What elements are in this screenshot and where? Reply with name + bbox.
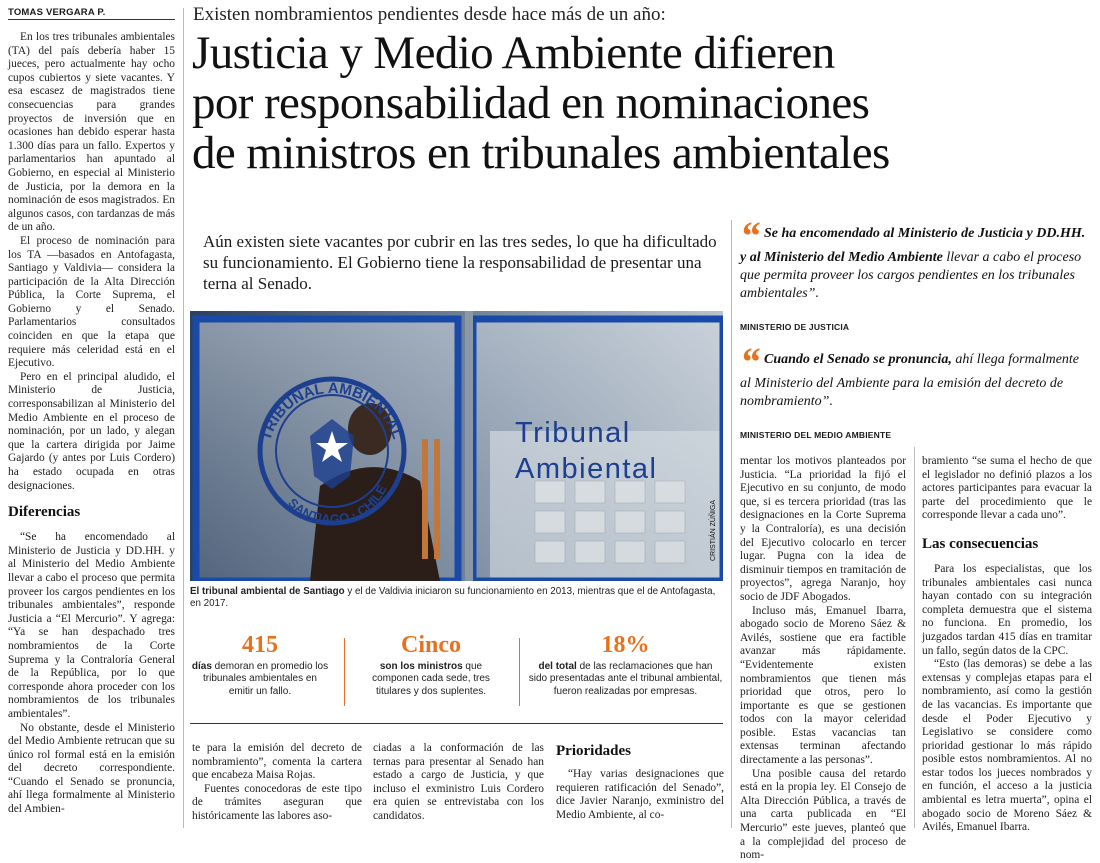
- column-6: [922, 455, 1092, 835]
- headline-line: por responsabilidad en nominaciones: [192, 77, 870, 129]
- svg-text:TRIBUNAL AMBIENTAL: [258, 380, 407, 442]
- stats-bottom-rule: [190, 723, 723, 724]
- col1-paragraph: En los tres tribunales ambientales (TA) del país debería haber 15 jueces, pero actualmente hay ocho cupos cubiertos y siete vacantes. Y esa escasez de magistrados tiene consecuencias para grandes proyectos de inversión que en ocasiones han debido esperar hasta 1.300 días para un fallo. Expertos y parlamentarios han apuntado al Gobierno, en especial al Ministerio de Justicia, por la demora en la nominación de esos magistrados. En algunos casos, con tardanzas de más de un año.: [8, 31, 175, 234]
- headline-line: Justicia y Medio Ambiente difieren: [192, 27, 835, 79]
- pull-quote: [740, 213, 1092, 303]
- col3-paragraph: ciadas a la conformación de las ternas para presentar al Senado han estado a cargo de Justicia, y que incluso el exministro Luis Cordero era quien se entrevistaba con los candidatos.: [373, 742, 544, 822]
- col2-paragraph: te para la emisión del decreto de nombramiento”, comenta la cartera que encabeza Maisa Rojas.: [192, 742, 362, 782]
- stat-box: [190, 632, 330, 698]
- col2-paragraph: Fuentes conocedoras de este tipo de trámites aseguran que históricamente las labores aso-: [192, 782, 362, 822]
- kicker: Existen nombramientos pendientes desde hace más de un año:: [193, 4, 666, 25]
- col5-paragraph: mentar los motivos planteados por Justicia. “La prioridad la fijó el Ejecutivo en su conjunto, de modo que, si es tercera prioridad (tras las designaciones en la Corte Suprema y la Contraloría), es una decisión del Ejecutivo colocarlo en tercer lugar. Pugna con la idea de disminuir tiempos en tramitación de proyectos”, agrega Naranjo, hoy socio de JDF Abogados.: [740, 455, 906, 603]
- column-2: [192, 742, 362, 824]
- column-divider: [183, 8, 184, 828]
- column-divider: [914, 447, 915, 828]
- stat-text-rest: de las reclamaciones que han sido presentadas ante el tribunal ambiental, fueron realizadas por empresas.: [528, 661, 723, 697]
- quote-mark-icon: “: [740, 339, 760, 384]
- pull-quote: [740, 339, 1092, 411]
- column-1: [8, 31, 175, 817]
- col6-paragraph: Para los especialistas, que los tribunales ambientales casi nunca hayan contado con su integración completa demuestra que el sistema no funciona. En promedio, los juzgados tardan 415 días en tramitar un fallo, según datos de la CPC.: [922, 562, 1092, 657]
- quote-bold: Cuando el Senado se pronuncia,: [764, 352, 952, 367]
- quote-bold: Se ha encomendado al Ministerio de Justicia y DD.HH. y al Ministerio del Medio Ambiente: [740, 226, 1086, 265]
- stat-number: 415: [242, 632, 278, 658]
- caption-bold: El tribunal ambiental de Santiago: [190, 586, 345, 597]
- col5-paragraph: Una posible causa del retardo está en la propia ley. El Consejo de Alta Dirección Pública, a través de una carta publicada en “El Mercurio” este jueves, planteó que a la complejidad del proceso de nom-: [740, 767, 906, 862]
- column-3: [373, 742, 544, 824]
- stats-row: [190, 632, 723, 717]
- quote-source: MINISTERIO DEL MEDIO AMBIENTE: [740, 430, 892, 440]
- stat-text-rest: demoran en promedio los tribunales ambientales en emitir un fallo.: [203, 661, 329, 697]
- stat-text: [356, 661, 506, 698]
- col4-paragraph: “Hay varias designaciones que requieren ratificación del Senado”, dice Javier Naranjo, exministro del Medio Ambiente, al co-: [556, 768, 724, 821]
- stat-text: [190, 661, 330, 698]
- stat-text: [528, 661, 723, 698]
- photo-caption: [190, 586, 723, 610]
- stat-text-bold: del total: [538, 661, 577, 672]
- col6-paragraph: bramiento “se suma el hecho de que el legislador no definió plazos a los actores participantes para evacuar la parte del procedimiento que le corresponde llevar a cada uno”.: [922, 455, 1092, 522]
- col1-paragraph: “Se ha encomendado al Ministerio de Justicia y DD.HH. y al Ministerio del Medio Ambiente llevar a cabo el proceso que permita proveer los cargos pendientes en los tribunales ambientales”, responde Justicia a “El Mercurio”. Y agrega: “Ya se han despachado tres nombramientos de la Corte Suprema y la Contraloría General de la República, por lo que corresponde ahora proceder con los nombramientos de los tribunales ambientales”.: [8, 531, 175, 720]
- stat-text-bold: días: [191, 661, 212, 672]
- stat-box: [356, 632, 506, 698]
- stat-number: 18%: [601, 632, 650, 658]
- quote-source: MINISTERIO DE JUSTICIA: [740, 322, 850, 332]
- byline-rule: [8, 19, 175, 20]
- quote-mark-icon: “: [740, 213, 760, 258]
- col1-paragraph: No obstante, desde el Ministerio del Medio Ambiente retrucan que su único rol formal está en la emisión del decreto correspondiente. “Cuando el Senado se pronuncia, ahí llega formalmente al Ministerio del Ambien-: [8, 721, 175, 816]
- column-divider: [731, 220, 732, 828]
- quote-text: llevar a cabo el proceso que permita proveer los cargos pendientes en los tribunales ambientales”.: [740, 250, 1082, 301]
- seal-bottom-text: SANTIAGO · CHILE: [285, 482, 390, 527]
- photo: [190, 311, 723, 581]
- svg-text:SANTIAGO · CHILE: [285, 482, 390, 527]
- seal-top-text: TRIBUNAL AMBIENTAL: [257, 379, 407, 443]
- stat-number: Cinco: [401, 632, 461, 658]
- door-sign-line: Tribunal: [515, 417, 631, 449]
- stat-divider: [344, 638, 345, 706]
- caption-text: y el de Valdivia iniciaron su funcionamiento en 2013, mientras que el de Antofagasta, en 2017.: [190, 586, 716, 609]
- stat-box: [528, 632, 723, 698]
- subhead-las-consecuencias: Las consecuencias: [922, 535, 1039, 552]
- headline-line: de ministros en tribunales ambientales: [192, 127, 890, 179]
- door-sign-line: Ambiental: [515, 453, 658, 485]
- headline: [192, 28, 890, 178]
- deck: Aún existen siete vacantes por cubrir en las tres sedes, lo que ha dificultado su funcionamiento. El Gobierno tiene la responsabilidad de presentar una terna al Senado.: [203, 232, 717, 293]
- stat-text-rest: que componen cada sede, tres titulares y dos suplentes.: [372, 661, 490, 697]
- quote-text: ahí llega formalmente al Ministerio del Ambiente para la emisión del decreto de nombramiento”.: [740, 352, 1080, 409]
- col6-paragraph: “Esto (las demoras) se debe a las extensas y complejas etapas para el nombramiento, así como la gestión de las vacancias. Es importante que desde el Poder Ejecutivo y Legislativo se considere como prioridad gestionar lo más rápido posible estos nombramientos. Al no estar todos los jueces nombrados y en función, el acceso a la justicia ambiental es letra muerta”, opina el abogado socio de Moreno Sáez & Avilés, Emanuel Ibarra.: [922, 658, 1092, 834]
- photo-credit: CRISTIÁN ZÚÑIGA: [710, 499, 717, 561]
- stat-text-bold: son los ministros: [379, 661, 463, 672]
- subhead-prioridades: Prioridades: [556, 743, 631, 759]
- col1-paragraph: El proceso de nominación para los TA —basados en Antofagasta, Santiago y Valdivia— considera la participación de la Alta Dirección Pública, la Corte Suprema, el Gobierno y el Senado. Parlamentarios consultados coinciden en que la etapa que requiere más celeridad está en el Ejecutivo.: [8, 234, 175, 370]
- door-sign: [515, 415, 657, 487]
- byline: TOMAS VERGARA P.: [8, 7, 106, 18]
- column-5: [740, 455, 906, 863]
- col5-paragraph: Incluso más, Emanuel Ibarra, abogado socio de Moreno Sáez & Avilés, sostiene que era factible avanzar más rápidamente. “Evidentemente existen nombramientos que tienen más prioridad que otros, pero lo importante es que se gestionen todos con la mayor celeridad posible. Estas vacancias tan extensas terminan afectando directamente a las personas”.: [740, 604, 906, 767]
- col1-paragraph: Pero en el principal aludido, el Ministerio de Justicia, corresponsabilizan al Ministerio del Medio Ambiente en el proceso de nominación, por un lado, y alegan que la cartera dirigida por Jaime Gajardo (y antes por Luis Cordero) ha estado ocupada en otras designaciones.: [8, 370, 175, 492]
- subhead-diferencias: Diferencias: [8, 504, 81, 521]
- stat-divider: [519, 638, 520, 706]
- column-4: [556, 742, 724, 822]
